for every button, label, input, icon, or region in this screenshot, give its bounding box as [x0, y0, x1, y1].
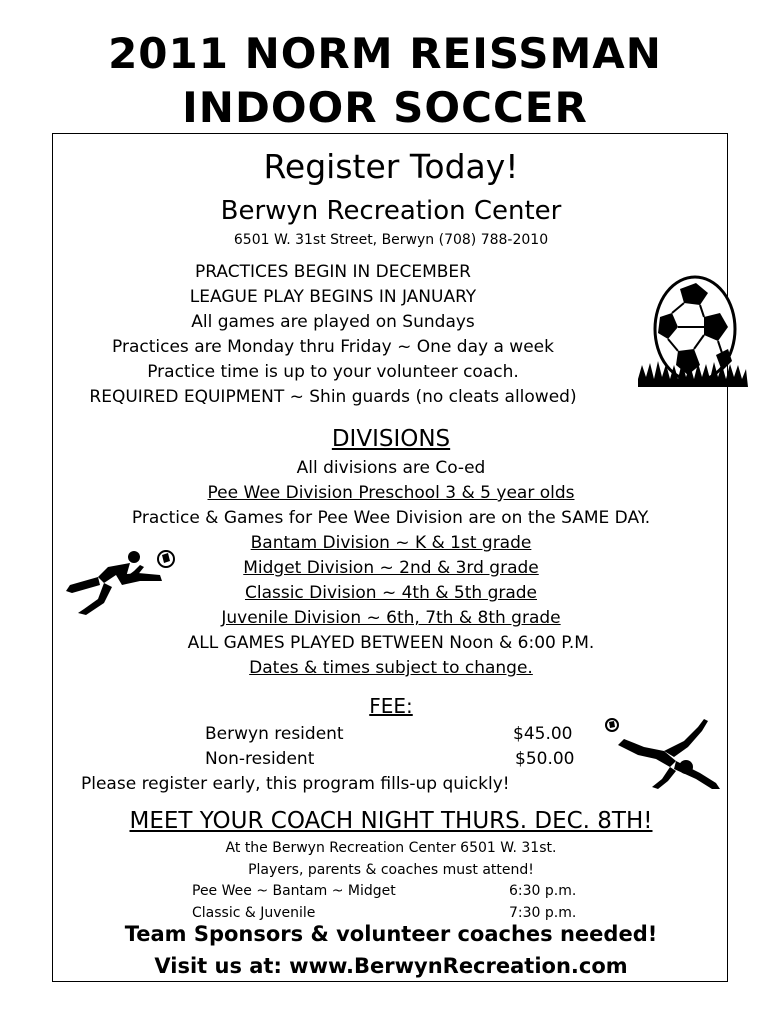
visit-line: Visit us at: www.BerwynRecreation.com [154, 954, 628, 978]
schedule-line: LEAGUE PLAY BEGINS IN JANUARY [189, 287, 477, 307]
title-line-2: INDOOR SOCCER [182, 83, 588, 132]
divisions-coed: All divisions are Co-ed [296, 458, 486, 478]
coach-night-attend: Players, parents & coaches must attend! [248, 862, 534, 878]
schedule-line: Practice time is up to your volunteer coach. [147, 362, 519, 382]
fee-heading: FEE: [369, 694, 413, 718]
peewee-note: Practice & Games for Pee Wee Division are on the SAME DAY. [131, 508, 651, 528]
division-midget: Midget Division ~ 2nd & 3rd grade [243, 558, 539, 578]
fee-nonresident-price: $50.00 [515, 749, 575, 769]
coach-night-heading: MEET YOUR COACH NIGHT THURS. DEC. 8TH! [129, 808, 653, 834]
group1-label: Pee Wee ~ Bantam ~ Midget [192, 883, 396, 899]
group2-label: Classic & Juvenile [192, 905, 316, 921]
subject-to-change: Dates & times subject to change. [249, 658, 533, 678]
fee-resident-price: $45.00 [513, 724, 573, 744]
divisions-heading: DIVISIONS [331, 426, 451, 452]
flyer-box [52, 133, 728, 982]
soccer-ball-icon [638, 269, 748, 399]
soccer-player-kick-icon [60, 547, 175, 617]
group2-time: 7:30 p.m. [509, 905, 577, 921]
group1-time: 6:30 p.m. [509, 883, 577, 899]
register-heading: Register Today! [263, 147, 519, 186]
fee-note: Please register early, this program fills-up quickly! [81, 774, 510, 794]
title-line-1: 2011 NORM REISSMAN [108, 29, 662, 78]
coach-night-location: At the Berwyn Recreation Center 6501 W. 31st. [225, 840, 557, 856]
division-bantam: Bantam Division ~ K & 1st grade [250, 533, 532, 553]
division-classic: Classic Division ~ 4th & 5th grade [244, 583, 538, 603]
games-time: ALL GAMES PLAYED BETWEEN Noon & 6:00 P.M. [187, 633, 595, 653]
sponsors-line: Team Sponsors & volunteer coaches needed! [124, 922, 658, 946]
venue-name: Berwyn Recreation Center [220, 196, 562, 226]
schedule-line: All games are played on Sundays [191, 312, 475, 332]
schedule-line: PRACTICES BEGIN IN DECEMBER [195, 262, 471, 282]
fee-resident-label: Berwyn resident [205, 724, 344, 744]
schedule-line: REQUIRED EQUIPMENT ~ Shin guards (no cleats allowed) [89, 387, 577, 407]
division-peewee: Pee Wee Division Preschool 3 & 5 year olds [207, 483, 575, 503]
division-juvenile: Juvenile Division ~ 6th, 7th & 8th grade [221, 608, 561, 628]
schedule-line: Practices are Monday thru Friday ~ One day a week [112, 337, 554, 357]
venue-address: 6501 W. 31st Street, Berwyn (708) 788-2010 [233, 232, 549, 248]
fee-nonresident-label: Non-resident [205, 749, 315, 769]
soccer-player-bicycle-kick-icon [604, 717, 724, 792]
